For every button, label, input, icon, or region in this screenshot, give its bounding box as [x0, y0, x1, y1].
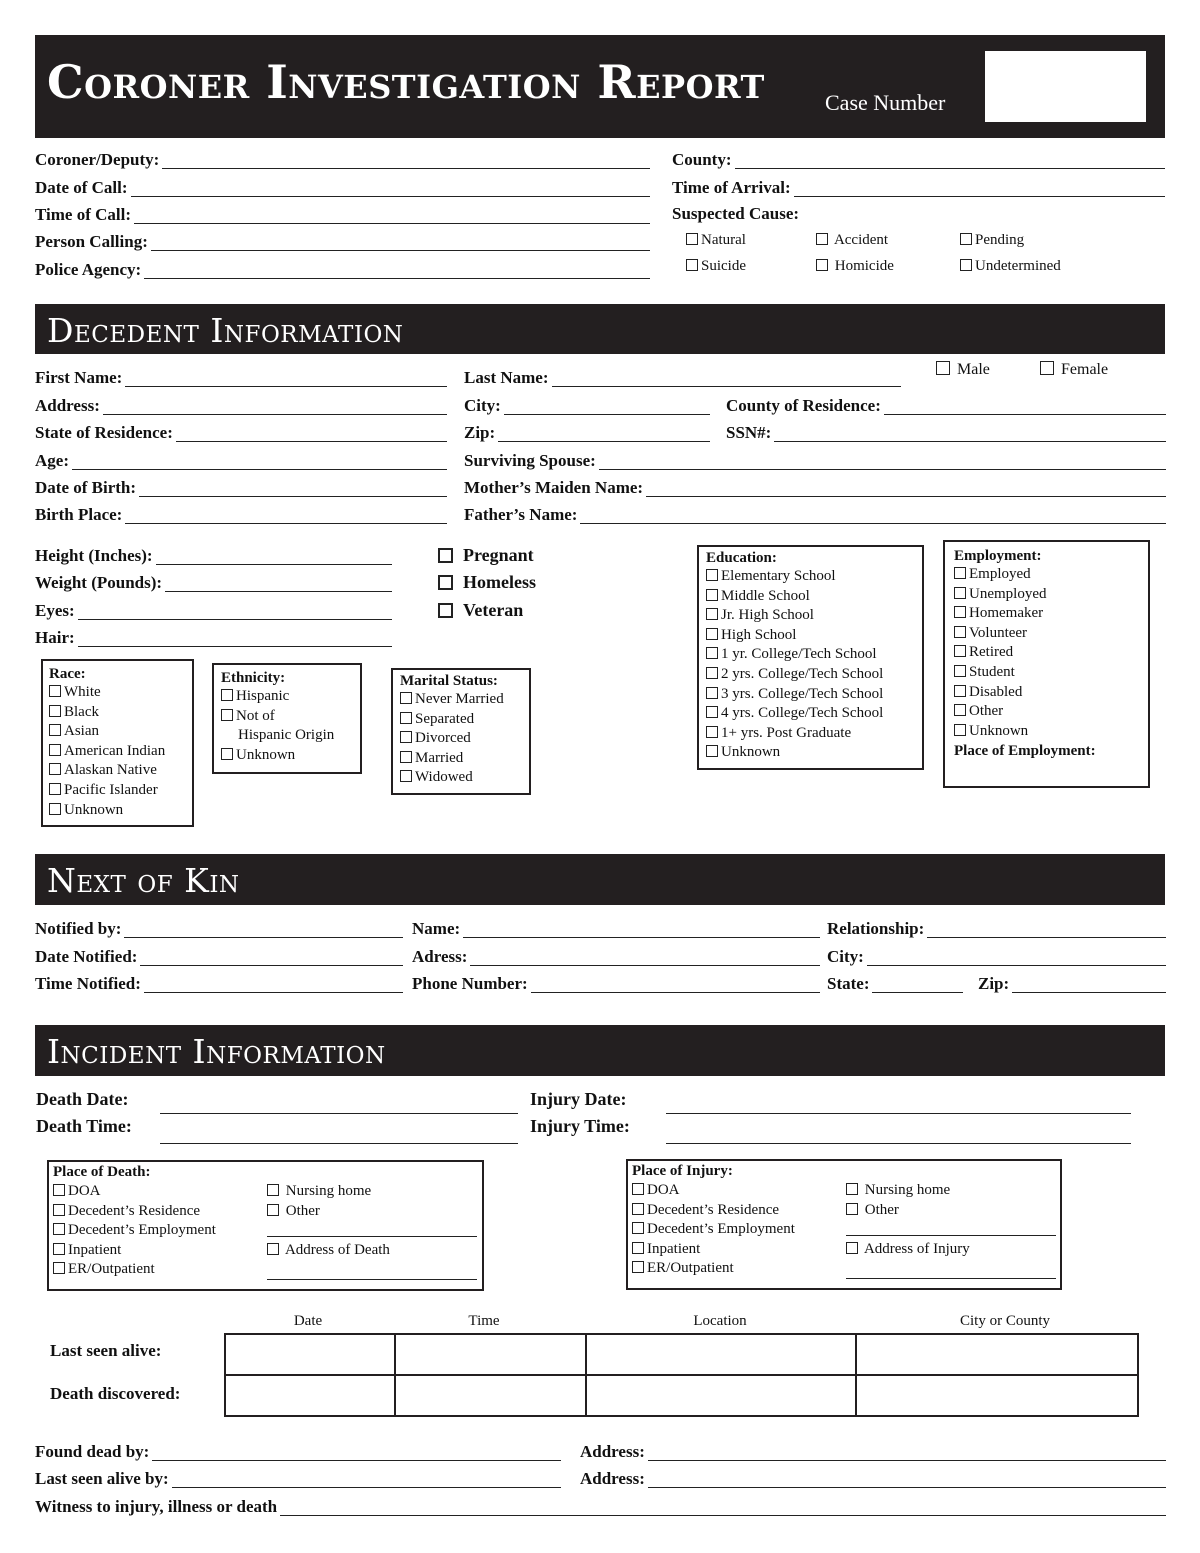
education-title: Education: [706, 550, 777, 566]
employment-employed-checkbox[interactable]: Employed [954, 565, 1139, 585]
marital-married-checkbox[interactable]: Married [400, 749, 522, 769]
last-seen-time-cell[interactable] [395, 1334, 586, 1375]
race-asian-checkbox[interactable]: Asian [49, 722, 186, 742]
place-of-death-box [47, 1160, 484, 1291]
death-address-checkbox[interactable]: Address of Death [267, 1241, 390, 1261]
incident-section-header [35, 1025, 1165, 1076]
injury-date-label: Injury Date: [530, 1089, 627, 1109]
surviving-spouse-field[interactable]: Surviving Spouse: [464, 448, 1166, 470]
injury-time-label: Injury Time: [530, 1116, 630, 1136]
kin-city-field[interactable]: City: [827, 944, 1166, 966]
death-date-label: Death Date: [36, 1089, 129, 1109]
employment-other-checkbox[interactable]: Other [954, 702, 1139, 722]
death-doa-checkbox[interactable]: DOA [53, 1182, 216, 1202]
column-header-time: Time [468, 1313, 500, 1329]
date-of-call-field[interactable]: Date of Call: [35, 175, 650, 197]
table-row [225, 1375, 1138, 1416]
next-of-kin-section-header [35, 854, 1165, 905]
death-time-input[interactable] [160, 1143, 518, 1144]
death-time-label: Death Time: [36, 1116, 132, 1136]
death-nursing-home-checkbox[interactable]: Nursing home [267, 1182, 371, 1202]
kin-zip-field[interactable]: Zip: [978, 971, 1166, 993]
time-notified-field[interactable]: Time Notified: [35, 971, 403, 993]
cause-accident-checkbox[interactable]: Accident [816, 232, 888, 249]
last-name-field[interactable]: Last Name: [464, 365, 901, 387]
report-header [35, 35, 1165, 138]
witness-field[interactable]: Witness to injury, illness or death [35, 1494, 1166, 1516]
education-box [697, 545, 924, 770]
address-field[interactable]: Address: [35, 393, 447, 415]
education-post-graduate-checkbox[interactable]: 1+ yrs. Post Graduate [706, 724, 915, 744]
marital-widowed-checkbox[interactable]: Widowed [400, 768, 522, 788]
marital-divorced-checkbox[interactable]: Divorced [400, 729, 522, 749]
race-alaskan-native-checkbox[interactable]: Alaskan Native [49, 761, 186, 781]
death-address-input[interactable] [267, 1279, 477, 1280]
decedent-section-header [35, 304, 1165, 354]
first-name-field[interactable]: First Name: [35, 365, 447, 387]
homeless-checkbox[interactable]: Homeless [438, 572, 536, 593]
mothers-maiden-name-field[interactable]: Mother’s Maiden Name: [464, 475, 1166, 497]
place-of-injury-box [626, 1159, 1062, 1290]
coroner-deputy-field[interactable]: Coroner/Deputy: [35, 147, 650, 169]
injury-address-input[interactable] [846, 1278, 1056, 1279]
injury-inpatient-checkbox[interactable]: Inpatient [632, 1240, 795, 1260]
death-date-input[interactable] [160, 1113, 518, 1114]
female-checkbox[interactable]: Female [1040, 361, 1108, 378]
report-title: Coroner Investigation Report [47, 55, 765, 109]
cause-pending-checkbox[interactable]: Pending [960, 232, 1024, 249]
kin-name-field[interactable]: Name: [412, 916, 820, 938]
last-seen-city-cell[interactable] [856, 1334, 1138, 1375]
discovered-time-cell[interactable] [395, 1375, 586, 1416]
injury-doa-checkbox[interactable]: DOA [632, 1181, 795, 1201]
ethnicity-hispanic-checkbox[interactable]: Hispanic [221, 687, 353, 707]
last-seen-date-cell[interactable] [225, 1334, 395, 1375]
eyes-field[interactable]: Eyes: [35, 598, 392, 620]
county-field[interactable]: County: [672, 147, 1165, 169]
decedent-section-title: Decedent Information [47, 311, 404, 350]
marital-never-married-checkbox[interactable]: Never Married [400, 690, 522, 710]
ethnicity-not-hispanic-label: Hispanic Origin [238, 727, 335, 744]
employment-student-checkbox[interactable]: Student [954, 663, 1139, 683]
race-pacific-islander-checkbox[interactable]: Pacific Islander [49, 781, 186, 801]
injury-date-input[interactable] [666, 1113, 1131, 1114]
birth-place-field[interactable]: Birth Place: [35, 502, 447, 524]
marital-status-box [391, 668, 531, 795]
incident-section-title: Incident Information [47, 1032, 386, 1071]
discovered-city-cell[interactable] [856, 1375, 1138, 1416]
injury-residence-checkbox[interactable]: Decedent’s Residence [632, 1201, 795, 1221]
education-middle-checkbox[interactable]: Middle School [706, 587, 915, 607]
education-2yrs-college-checkbox[interactable]: 2 yrs. College/Tech School [706, 665, 915, 685]
place-of-injury-title: Place of Injury: [632, 1163, 733, 1179]
date-notified-field[interactable]: Date Notified: [35, 944, 403, 966]
fathers-name-field[interactable]: Father’s Name: [464, 502, 1166, 524]
table-row [225, 1334, 1138, 1375]
city-field[interactable]: City: [464, 393, 710, 415]
male-checkbox[interactable]: Male [936, 361, 990, 378]
column-header-date: Date [293, 1313, 323, 1329]
death-er-outpatient-checkbox[interactable]: ER/Outpatient [53, 1260, 216, 1280]
death-employment-checkbox[interactable]: Decedent’s Employment [53, 1221, 216, 1241]
last-seen-location-cell[interactable] [586, 1334, 856, 1375]
injury-other-checkbox[interactable]: Other [846, 1201, 950, 1221]
employment-homemaker-checkbox[interactable]: Homemaker [954, 604, 1139, 624]
column-header-location: Location [693, 1313, 747, 1329]
kin-state-field[interactable]: State: [827, 971, 963, 993]
last-seen-alive-by-address-field[interactable]: Address: [580, 1466, 1166, 1488]
employment-title: Employment: [954, 548, 1042, 564]
employment-unknown-checkbox[interactable]: Unknown [954, 722, 1139, 742]
found-dead-by-field[interactable]: Found dead by: [35, 1439, 561, 1461]
police-agency-field[interactable]: Police Agency: [35, 257, 650, 279]
death-inpatient-checkbox[interactable]: Inpatient [53, 1241, 216, 1261]
relationship-field[interactable]: Relationship: [827, 916, 1166, 938]
cause-homicide-checkbox[interactable]: Homicide [816, 258, 894, 275]
death-other-input[interactable] [267, 1236, 477, 1237]
death-residence-checkbox[interactable]: Decedent’s Residence [53, 1202, 216, 1222]
death-other-checkbox[interactable]: Other [267, 1202, 371, 1222]
pregnant-checkbox[interactable]: Pregnant [438, 545, 534, 566]
state-of-residence-field[interactable]: State of Residence: [35, 420, 447, 442]
race-american-indian-checkbox[interactable]: American Indian [49, 742, 186, 762]
time-of-call-field[interactable]: Time of Call: [35, 202, 650, 224]
age-field[interactable]: Age: [35, 448, 447, 470]
last-seen-alive-by-field[interactable]: Last seen alive by: [35, 1466, 561, 1488]
last-seen-table [224, 1333, 1139, 1417]
employment-unemployed-checkbox[interactable]: Unemployed [954, 585, 1139, 605]
column-header-city-county: City or County [959, 1313, 1051, 1329]
employment-volunteer-checkbox[interactable]: Volunteer [954, 624, 1139, 644]
cause-undetermined-checkbox[interactable]: Undetermined [960, 258, 1061, 275]
education-elementary-checkbox[interactable]: Elementary School [706, 567, 915, 587]
case-number-label: Case Number [825, 90, 946, 115]
race-unknown-checkbox[interactable]: Unknown [49, 801, 186, 821]
next-of-kin-section-title: Next of Kin [47, 861, 240, 900]
education-jr-high-checkbox[interactable]: Jr. High School [706, 606, 915, 626]
height-field[interactable]: Height (Inches): [35, 543, 392, 565]
employment-box [943, 540, 1150, 788]
education-3yrs-college-checkbox[interactable]: 3 yrs. College/Tech School [706, 685, 915, 705]
place-of-death-title: Place of Death: [53, 1164, 151, 1180]
kin-phone-field[interactable]: Phone Number: [412, 971, 820, 993]
found-dead-by-address-field[interactable]: Address: [580, 1439, 1166, 1461]
education-high-school-checkbox[interactable]: High School [706, 626, 915, 646]
marital-status-title: Marital Status: [400, 673, 498, 689]
injury-address-checkbox[interactable]: Address of Injury [846, 1240, 970, 1260]
cause-suicide-checkbox[interactable]: Suicide [686, 258, 746, 275]
time-of-arrival-field[interactable]: Time of Arrival: [672, 175, 1165, 197]
race-title: Race: [49, 666, 86, 682]
cause-natural-checkbox[interactable]: Natural [686, 232, 746, 249]
row-header-death-discovered: Death discovered: [50, 1384, 181, 1403]
case-number-field[interactable] [985, 51, 1146, 122]
county-of-residence-field[interactable]: County of Residence: [726, 393, 1166, 415]
discovered-date-cell[interactable] [225, 1375, 395, 1416]
weight-field[interactable]: Weight (Pounds): [35, 570, 392, 592]
education-1yr-college-checkbox[interactable]: 1 yr. College/Tech School [706, 645, 915, 665]
ethnicity-not-hispanic-checkbox[interactable]: Not of [221, 707, 353, 727]
zip-field[interactable]: Zip: [464, 420, 710, 442]
place-of-employment-label: Place of Employment: [954, 743, 1096, 760]
ethnicity-box [212, 663, 362, 774]
race-box [41, 659, 194, 827]
education-4yrs-college-checkbox[interactable]: 4 yrs. College/Tech School [706, 704, 915, 724]
row-header-last-seen: Last seen alive: [50, 1341, 162, 1360]
employment-retired-checkbox[interactable]: Retired [954, 643, 1139, 663]
person-calling-field[interactable]: Person Calling: [35, 229, 650, 251]
kin-address-field[interactable]: Adress: [412, 944, 820, 966]
race-black-checkbox[interactable]: Black [49, 703, 186, 723]
employment-disabled-checkbox[interactable]: Disabled [954, 683, 1139, 703]
injury-employment-checkbox[interactable]: Decedent’s Employment [632, 1220, 795, 1240]
notified-by-field[interactable]: Notified by: [35, 916, 403, 938]
hair-field[interactable]: Hair: [35, 625, 392, 647]
discovered-location-cell[interactable] [586, 1375, 856, 1416]
ethnicity-title: Ethnicity: [221, 670, 286, 686]
injury-er-outpatient-checkbox[interactable]: ER/Outpatient [632, 1259, 795, 1279]
date-of-birth-field[interactable]: Date of Birth: [35, 475, 447, 497]
injury-other-input[interactable] [846, 1235, 1056, 1236]
injury-time-input[interactable] [666, 1143, 1131, 1144]
injury-nursing-home-checkbox[interactable]: Nursing home [846, 1181, 950, 1201]
education-unknown-checkbox[interactable]: Unknown [706, 743, 915, 763]
ssn-field[interactable]: SSN#: [726, 420, 1166, 442]
ethnicity-unknown-checkbox[interactable]: Unknown [221, 746, 353, 766]
suspected-cause-label: Suspected Cause: [672, 204, 800, 223]
race-white-checkbox[interactable]: White [49, 683, 186, 703]
veteran-checkbox[interactable]: Veteran [438, 600, 523, 621]
marital-separated-checkbox[interactable]: Separated [400, 710, 522, 730]
